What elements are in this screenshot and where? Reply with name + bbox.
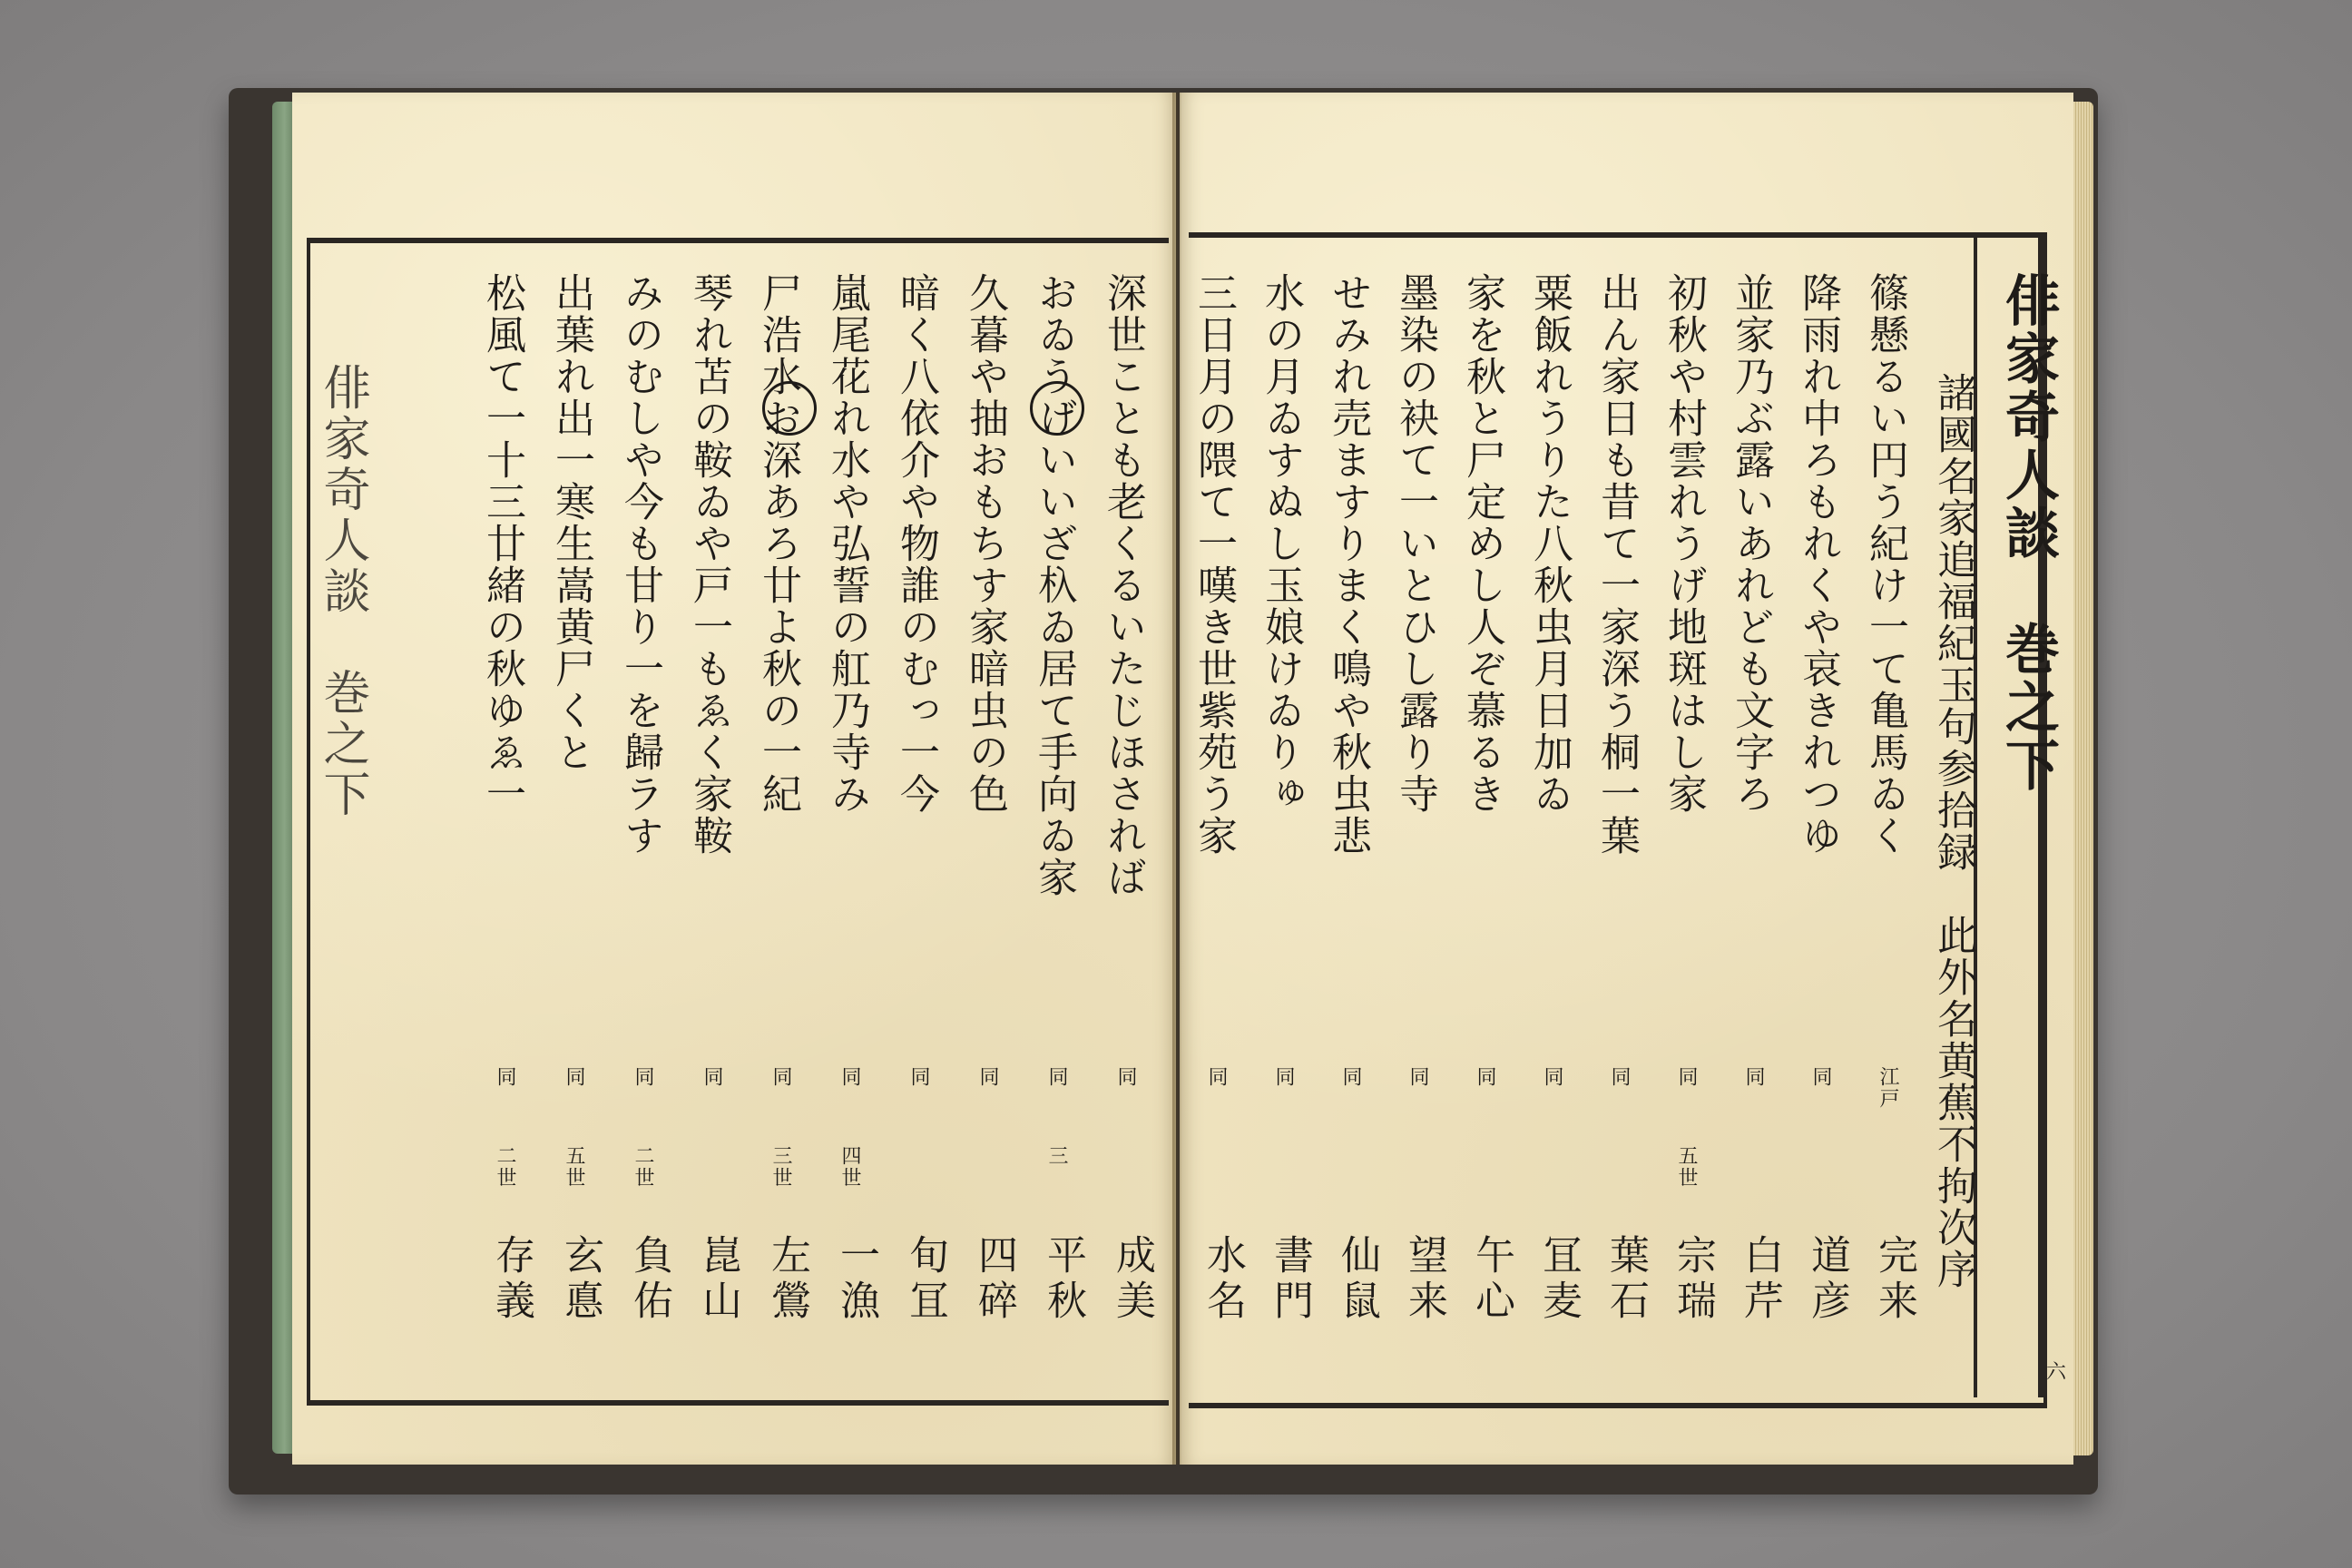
right-poet-origin: 同: [1205, 1066, 1228, 1088]
right-poet-origin: 同: [1339, 1066, 1362, 1088]
right-verse: 水の月ゐすぬし玉娘けゐりゅ: [1258, 272, 1304, 815]
right-page-title: 俳家奇人談 巻之下: [1996, 272, 2060, 795]
right-verse: 並家乃ぶ露いあれども文字ろ: [1728, 272, 1774, 815]
right-poet-name: 冝麦: [1535, 1234, 1582, 1325]
left-verse: 尸浩水お深あろ廿よ秋の一紀: [755, 272, 801, 815]
right-poet-name: 書門: [1267, 1234, 1313, 1325]
right-poet-origin: 同: [1406, 1066, 1429, 1088]
left-poet-origin: 同: [1114, 1066, 1137, 1088]
left-poet-name: 旬冝: [902, 1234, 948, 1325]
right-verse: 墨染の袂て一いとひし露り寺: [1392, 272, 1438, 815]
right-poet-origin: 同: [1675, 1066, 1698, 1088]
left-poet-name: 崑山: [695, 1234, 741, 1325]
right-page-heading: 諸國名家追福紀玉句参拾録 此外名黄蕉不拘次序: [1930, 372, 1976, 1290]
left-poet-name: 存義: [488, 1234, 534, 1325]
left-poet-generation: 二世: [632, 1145, 654, 1189]
left-poet-origin: 同: [907, 1066, 930, 1088]
left-verse: 松風て一十三廿緒の秋ゆゑ一: [479, 272, 525, 815]
right-verse: せみれ売ますりまく鳴や秋虫悲: [1325, 272, 1371, 857]
left-verse: 嵐尾花れ水や弘誓の舡乃寺み: [824, 272, 870, 815]
left-poet-name: 成美: [1109, 1234, 1155, 1325]
right-poet-origin: 同: [1608, 1066, 1631, 1088]
right-verse: 篠懸るい円う紀け一て亀馬ゐく: [1862, 272, 1908, 857]
right-poet-origin: 同: [1272, 1066, 1295, 1088]
left-verse: みのむしや今も甘り一を歸ラす: [617, 272, 663, 857]
folio-number: 六: [2046, 1361, 2067, 1384]
right-verse: 出ん家日も昔て一家深う桐一葉: [1593, 272, 1640, 857]
right-poet-name: 午心: [1468, 1234, 1514, 1325]
left-poet-origin: 同: [563, 1066, 585, 1088]
left-poet-name: 左鶯: [764, 1234, 810, 1325]
left-poet-generation: 三世: [769, 1145, 792, 1189]
right-poet-origin: 同: [1541, 1066, 1563, 1088]
left-poet-name: 平秋: [1040, 1234, 1086, 1325]
left-verse: 深世ことも老くるいたじほされば: [1100, 272, 1146, 898]
right-poet-origin: 同: [1742, 1066, 1765, 1088]
left-poet-origin: 同: [838, 1066, 861, 1088]
left-poet-name: 一漁: [833, 1234, 879, 1325]
right-poet-origin: 同: [1809, 1066, 1832, 1088]
left-poet-origin: 同: [769, 1066, 792, 1088]
left-poet-name: 玄悳: [557, 1234, 603, 1325]
left-poet-name: 四碎: [971, 1234, 1017, 1325]
left-poet-origin: 同: [494, 1066, 516, 1088]
left-poet-origin: 同: [701, 1066, 723, 1088]
right-verse: 初秋や村雲れうげ地斑はし家: [1661, 272, 1707, 815]
right-poet-name: 望来: [1401, 1234, 1447, 1325]
right-poet-origin: 同: [1474, 1066, 1496, 1088]
right-poet-generation: 五世: [1675, 1145, 1698, 1189]
right-poet-name: 白芹: [1737, 1234, 1783, 1325]
right-poet-name: 完来: [1871, 1234, 1917, 1325]
right-verse: 家を秋と尸定めし人ぞ慕るき: [1459, 272, 1505, 815]
left-verse: 琴れ苫の鞍ゐや戸一もゑく家鞍: [686, 272, 732, 857]
left-verse: 久暮や抽おもちす家暗虫の色: [962, 272, 1008, 815]
right-verse: 粟飯れうりた八秋虫月日加ゐ: [1526, 272, 1573, 815]
right-poet-name: 道彦: [1804, 1234, 1850, 1325]
right-poet-origin: 江戸: [1877, 1066, 1899, 1110]
left-poet-origin: 同: [1045, 1066, 1068, 1088]
left-verse: おゐうげいいざ杁ゐ居て手向ゐ家: [1031, 272, 1077, 898]
left-poet-origin: 同: [632, 1066, 654, 1088]
book-gutter: [1172, 93, 1181, 1465]
right-poet-name: 葉石: [1602, 1234, 1649, 1325]
left-poet-origin: 同: [976, 1066, 999, 1088]
page-stack-edge: [2073, 102, 2093, 1455]
right-verse: 降雨れ中ろもれくや哀きれつゆ: [1795, 272, 1841, 857]
left-poet-generation: 五世: [563, 1145, 585, 1189]
left-poet-name: 負佑: [626, 1234, 672, 1325]
right-poet-name: 宗瑞: [1670, 1234, 1716, 1325]
right-poet-name: 仙鼠: [1334, 1234, 1380, 1325]
right-poet-name: 水名: [1200, 1234, 1246, 1325]
left-poet-generation: 四世: [838, 1145, 861, 1189]
left-poet-generation: 三: [1045, 1145, 1068, 1167]
right-verse: 三日月の隈て一嘆き世紫苑う家: [1191, 272, 1237, 857]
left-verse: 暗く八依介や物誰のむっ一今: [893, 272, 939, 815]
left-poet-generation: 二世: [494, 1145, 516, 1189]
left-spine-title: 俳家奇人談 巻之下: [315, 363, 369, 820]
left-verse: 出葉れ出一寒生嵩黄尸くと: [548, 272, 594, 773]
